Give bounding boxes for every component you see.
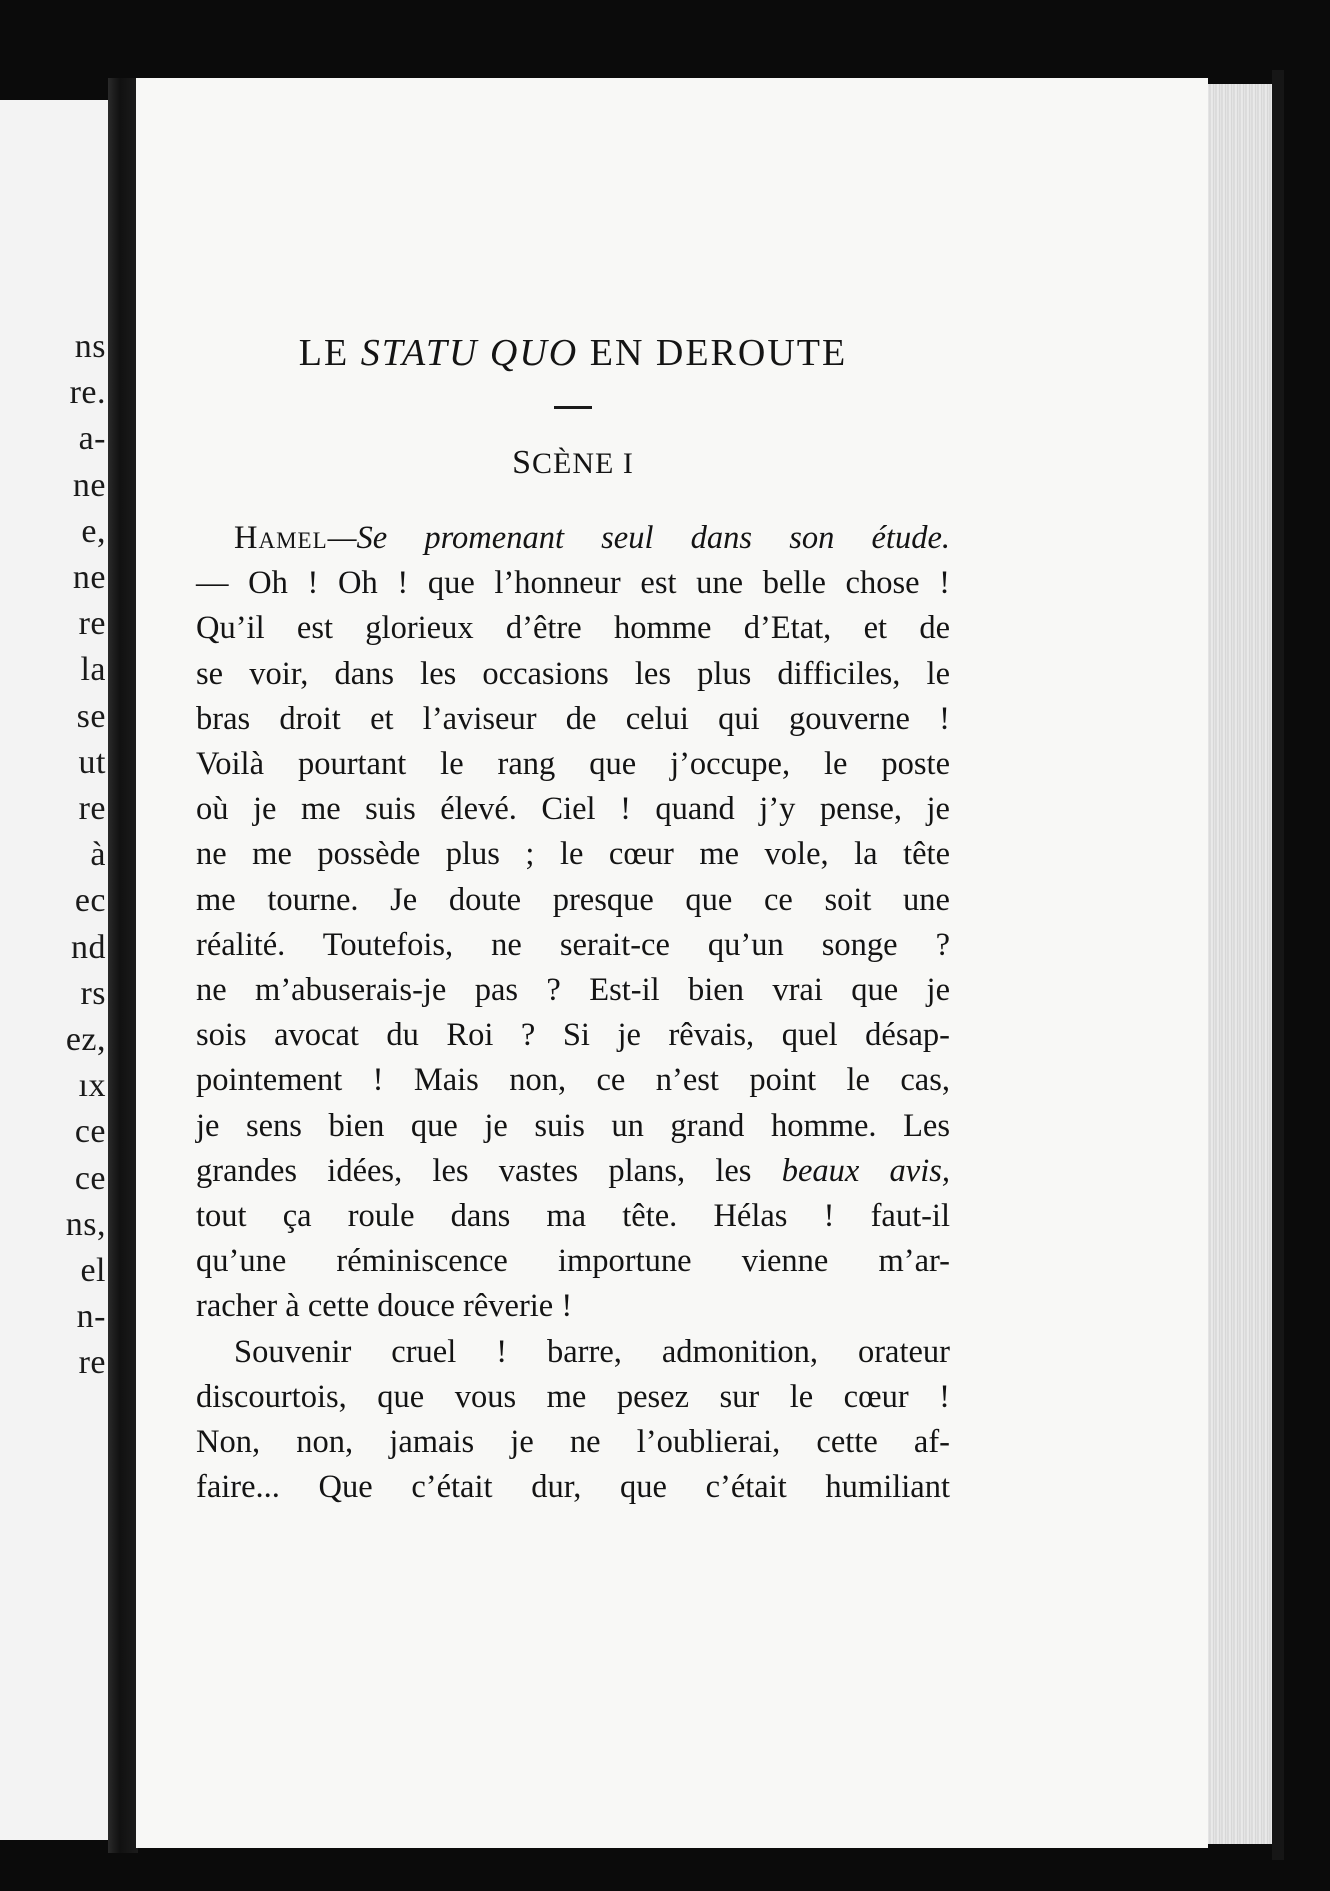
text-line: qu’une réminiscence importune vienne m’ar-: [196, 1243, 950, 1280]
left-page-fragment: ce: [74, 1159, 106, 1197]
left-page-fragment: re: [78, 790, 106, 828]
left-page-fragment: ne: [72, 466, 106, 504]
text-line: racher à cette douce rêverie !: [196, 1288, 573, 1325]
left-page-fragment: ut: [78, 743, 106, 781]
left-page-fragment: se: [76, 697, 106, 735]
stage-direction: —Se promenant seul dans son étude.: [327, 520, 950, 556]
left-page-fragment: nd: [71, 928, 106, 966]
scene-heading: [196, 443, 950, 484]
left-page-fragment: e,: [81, 512, 106, 550]
left-page-fragment: re: [78, 1344, 106, 1382]
text-line: sois avocat du Roi ? Si je rêvais, quel désap-: [196, 1017, 950, 1054]
text-line: réalité. Toutefois, ne serait-ce qu’un songe ?: [196, 926, 950, 963]
text-line: tout ça roule dans ma tête. Hélas ! faut-il: [196, 1198, 950, 1235]
left-page-fragment: ns: [74, 328, 106, 365]
scene-label-rest: CÈNE: [532, 447, 615, 480]
title-suffix: EN DEROUTE: [578, 332, 848, 374]
italic-phrase: beaux avis,: [781, 1152, 950, 1189]
title-prefix: LE: [298, 332, 361, 374]
page-title: [196, 330, 950, 376]
paragraph-2: [196, 1330, 950, 1511]
text-line: — Oh ! Oh ! que l’honneur est une belle chose !: [196, 565, 950, 602]
paragraph-1-tail: [196, 1194, 950, 1330]
left-page-fragment: re: [78, 605, 106, 643]
left-page-fragment: à: [90, 836, 106, 874]
left-page-fragment: ne: [72, 559, 106, 597]
paragraph-1: [196, 561, 950, 1149]
text-line: je sens bien que je suis un grand homme. Les: [196, 1107, 950, 1144]
text-line: me tourne. Je doute presque que ce soit une: [196, 881, 950, 918]
left-page-fragment: a-: [78, 420, 106, 458]
text-line: pointement ! Mais non, ce n’est point le cas,: [196, 1062, 950, 1099]
left-page-fragment: ez,: [65, 1021, 106, 1059]
left-page-fragment: ns,: [65, 1205, 106, 1243]
left-page-fragment: la: [80, 651, 106, 689]
text-line: ne m’abuserais-je pas ? Est-il bien vrai que je: [196, 972, 950, 1009]
left-page-fragment: re.: [69, 374, 106, 412]
page-text-block: [196, 330, 950, 1510]
left-page-fragment: ec: [74, 882, 106, 920]
text-line: Qu’il est glorieux d’être homme d’Etat, et de: [196, 610, 950, 647]
left-page-fragment: ıx: [78, 1067, 106, 1105]
dialogue-body: [196, 516, 950, 1510]
book-gutter: [108, 78, 138, 1853]
page-edge-shadow: [1272, 70, 1284, 1860]
text-line: où je me suis élevé. Ciel ! quand j’y pense, je: [196, 791, 950, 828]
page-edges: [1208, 84, 1272, 1844]
title-italic: STATU QUO: [360, 332, 579, 374]
text-line: ne me possède plus ; le cœur me vole, la tête: [196, 836, 950, 873]
left-page-fragment: n-: [76, 1298, 106, 1336]
title-divider: [554, 406, 592, 409]
text-line: Voilà pourtant le rang que j’occupe, le poste: [196, 746, 950, 783]
text-line: discourtois, que vous me pesez sur le cœur !: [196, 1378, 950, 1415]
speaker-name: Hamel: [234, 520, 328, 556]
text-line: se voir, dans les occasions les plus difficiles, le: [196, 655, 950, 692]
left-page-fragment: el: [80, 1252, 106, 1290]
scene-number: I: [614, 447, 634, 480]
text-before-italic: grandes idées, les vastes plans, les: [196, 1152, 782, 1189]
text-line: Souvenir cruel ! barre, admonition, orateur: [234, 1333, 950, 1370]
left-page-text-fragments: [66, 324, 106, 1387]
scene-label-initial: S: [512, 444, 533, 481]
text-line: Non, non, jamais je ne l’oublierai, cette af-: [196, 1424, 950, 1461]
text-line: bras droit et l’aviseur de celui qui gouverne !: [196, 700, 950, 737]
left-page-fragment: rs: [80, 974, 106, 1012]
text-line-beaux-avis: [196, 1149, 950, 1194]
left-page-fragment: ce: [74, 1113, 106, 1151]
left-facing-page: [0, 100, 110, 1840]
text-line: faire... Que c’était dur, que c’était humiliant: [196, 1469, 950, 1506]
speaker-line: [196, 516, 950, 561]
